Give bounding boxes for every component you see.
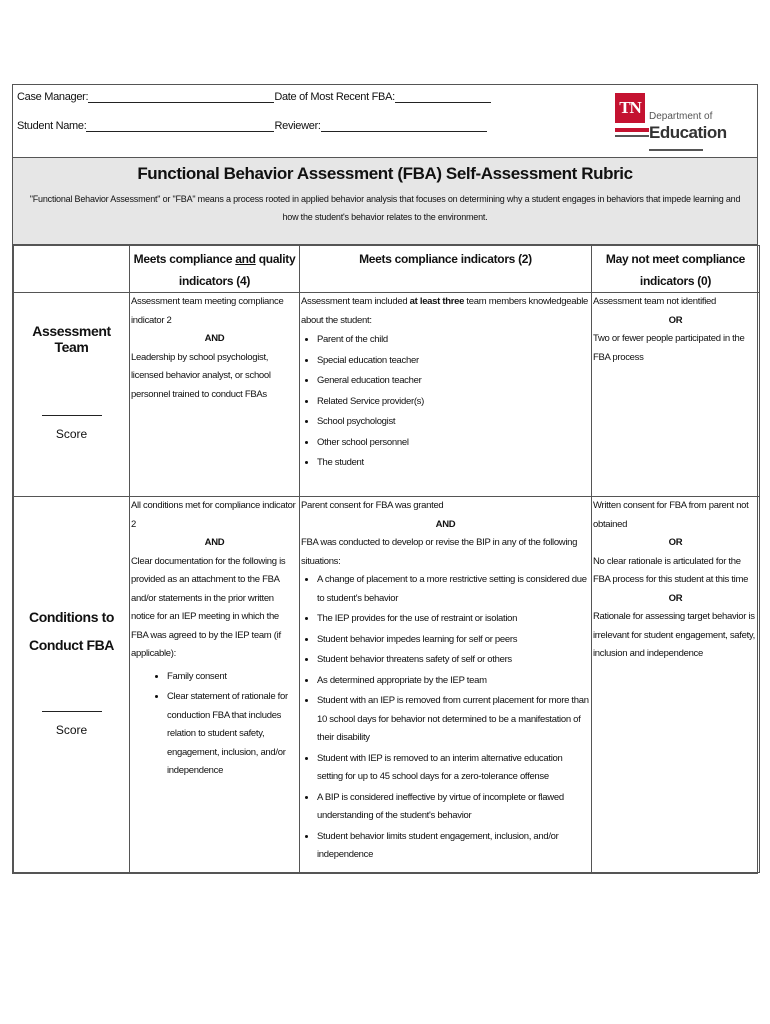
- cell-text: Assessment team meeting compliance indicator 2: [131, 296, 284, 326]
- col-header-0: May not meet compliance indicators (0): [592, 246, 760, 293]
- title-band: [13, 158, 757, 245]
- rubric-frame: [12, 84, 758, 874]
- logo-department-text: Department of: [649, 111, 713, 122]
- header-fields: [13, 85, 607, 157]
- conditions-cell-0: [592, 497, 760, 873]
- list-item: • The student: [317, 454, 590, 473]
- cell-text: FBA was conducted to develop or revise the BIP in any of the following situations:: [301, 537, 578, 567]
- date-label: Date of Most Recent FBA:: [274, 91, 395, 103]
- list-item: • Student with IEP is removed to an interim alternative education setting for up to 45 school days for a zero-tolerance offense: [317, 750, 590, 787]
- logo-underline: [649, 149, 703, 151]
- case-manager-field[interactable]: [88, 91, 274, 103]
- cell-text: No clear rationale is articulated for the FBA process for this student at this time: [593, 555, 749, 585]
- row-conditions: [14, 497, 760, 873]
- or-label: OR: [668, 592, 683, 604]
- reviewer-field[interactable]: [321, 120, 487, 132]
- header-row: [14, 246, 760, 293]
- header-empty-cell: [14, 246, 130, 293]
- team-cell-0: [592, 293, 760, 497]
- col-header-4: Meets compliance and quality indicators (4): [130, 246, 300, 293]
- and-label: AND: [204, 333, 225, 344]
- list-item: • A BIP is considered ineffective by virtue of incomplete or flawed understanding of the student's behavior: [317, 789, 590, 826]
- logo-gray-bar: [615, 135, 649, 137]
- team-cell-4: [130, 293, 300, 497]
- student-name-label: Student Name:: [17, 119, 87, 132]
- tn-education-logo: [607, 85, 757, 157]
- cell-text: Written consent for FBA from parent not obtained: [593, 500, 749, 530]
- date-field[interactable]: [395, 91, 491, 103]
- score-label: Score: [55, 723, 88, 737]
- case-manager-label: Case Manager:: [17, 91, 89, 103]
- list-item: • Student behavior limits student engagement, inclusion, and/or independence: [317, 828, 590, 865]
- reviewer-label: Reviewer:: [274, 119, 321, 132]
- row-label-cell: [14, 497, 130, 873]
- cell-text: Assessment team not identified: [593, 296, 717, 307]
- tn-logo-mark: TN: [615, 93, 645, 123]
- list-item: • General education teacher: [317, 372, 590, 391]
- header-section: [13, 85, 757, 158]
- rubric-document: [12, 84, 758, 874]
- list-item: • The IEP provides for the use of restraint or isolation: [317, 610, 590, 629]
- row-assessment-team: [14, 293, 760, 497]
- list-item: • Student behavior threatens safety of self or others: [317, 651, 590, 670]
- score-label: Score: [55, 427, 88, 441]
- cell-text: Rationale for assessing target behavior is irrelevant for student engagement, safety, inclusion and independence: [593, 611, 756, 659]
- list-item: • Family consent: [167, 668, 298, 687]
- score-field[interactable]: [42, 414, 102, 416]
- cell-text: Parent consent for FBA was granted: [301, 500, 444, 511]
- logo-red-bar: [615, 128, 649, 132]
- fba-definition: "Functional Behavior Assessment" or "FBA" means a process rooted in applied behavior analysis that focuses on determining why a student engages in behaviors that impede learning and how the student's behavior relates to the environment.: [29, 194, 741, 222]
- list-item: • Special education teacher: [317, 352, 590, 371]
- cell-text: Leadership by school psychologist, licensed behavior analyst, or school personnel trained to conduct FBAs: [131, 351, 271, 400]
- col-header-2: Meets compliance indicators (2): [300, 246, 592, 293]
- and-label: AND: [204, 537, 225, 548]
- list-item: • School psychologist: [317, 413, 590, 432]
- cell-text: All conditions met for compliance indicator 2: [131, 500, 296, 530]
- list-item: • Related Service provider(s): [317, 393, 590, 412]
- or-label: OR: [668, 314, 683, 326]
- list-item: • Clear statement of rationale for conduction FBA that includes relation to student safety, engagement, inclusion, and/or independence: [167, 688, 298, 781]
- cell-text: Clear documentation for the following is provided as an attachment to the FBA and/or statements in the prior written notice for an IEP meeting in which the FBA was agreed to by the IEP team (if applicable):: [131, 555, 286, 659]
- team-cell-2: [300, 293, 592, 497]
- list-item: • As determined appropriate by the IEP team: [317, 672, 590, 691]
- conditions-cell-4: [130, 497, 300, 873]
- rubric-table: [13, 245, 760, 873]
- cell-text: Assessment team included at least three team members knowledgeable about the student:: [301, 296, 589, 326]
- conditions-cell-2: [300, 497, 592, 873]
- list-item: • A change of placement to a more restrictive setting is considered due to student's behavior: [317, 571, 590, 608]
- student-name-field[interactable]: [86, 120, 274, 132]
- list-item: • Parent of the child: [317, 331, 590, 350]
- score-field[interactable]: [42, 710, 102, 712]
- logo-education-text: Education: [649, 123, 727, 142]
- list-item: • Student behavior impedes learning for self or peers: [317, 631, 590, 650]
- list-item: • Other school personnel: [317, 434, 590, 453]
- row-label: Assessment Team: [32, 323, 111, 355]
- or-label: OR: [668, 537, 683, 548]
- rubric-title: Functional Behavior Assessment (FBA) Self-Assessment Rubric: [137, 164, 633, 183]
- row-label-cell: [14, 293, 130, 497]
- cell-text: Two or fewer people participated in the FBA process: [593, 333, 745, 363]
- row-label: Conditions to Conduct FBA: [28, 609, 115, 653]
- list-item: • Student with an IEP is removed from current placement for more than 10 school days for behavior not determined to be a manifestation of their disability: [317, 692, 590, 748]
- and-label: AND: [435, 518, 456, 530]
